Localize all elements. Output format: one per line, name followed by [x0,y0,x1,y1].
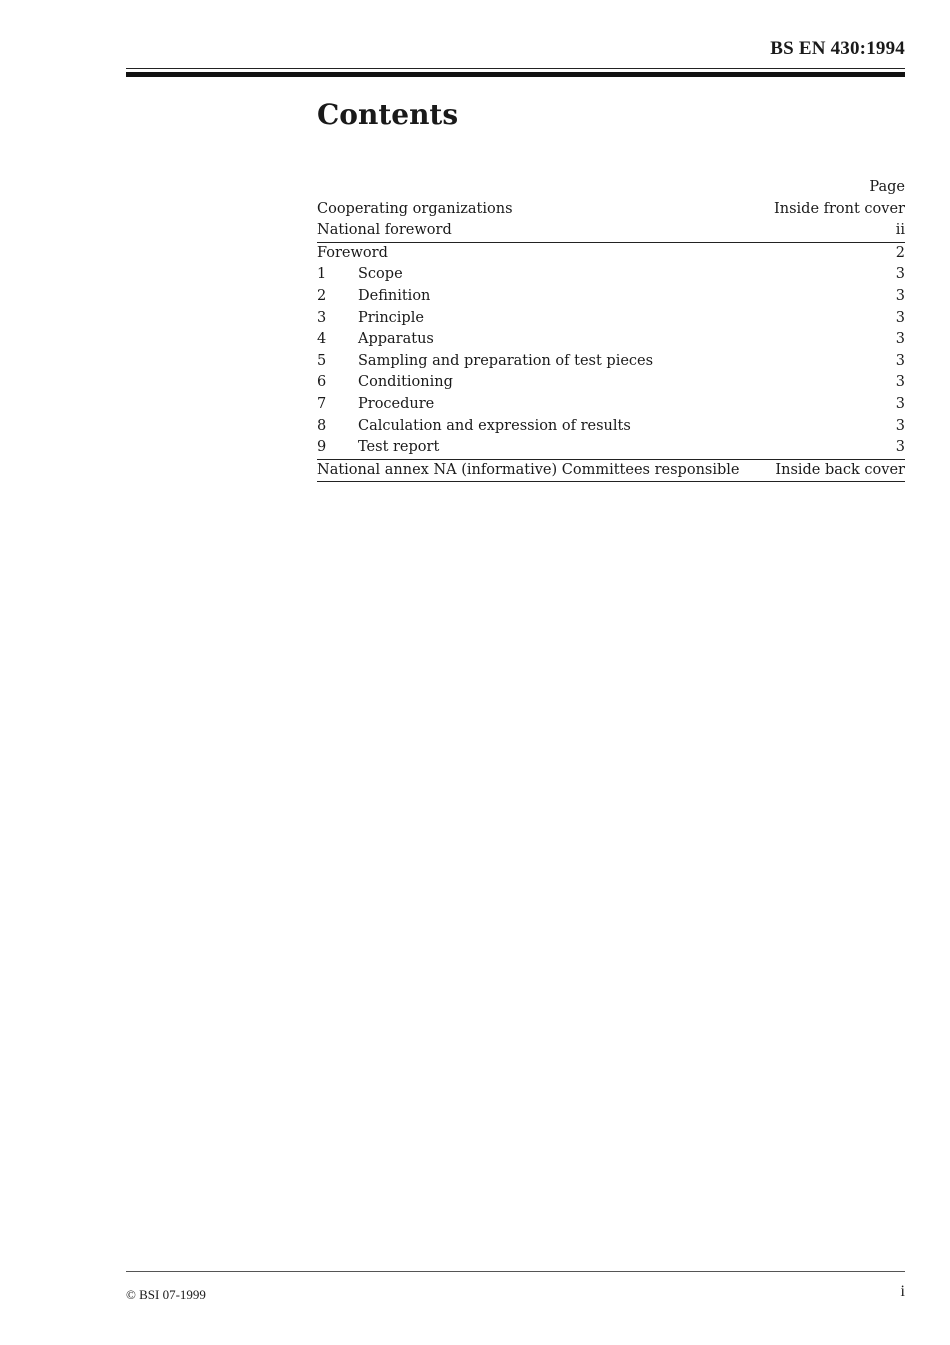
toc-entry-label: Foreword [317,244,388,261]
page-title: Contents [317,98,459,131]
toc-entry [317,460,905,483]
page-number: i [900,1283,905,1300]
toc-entry-page: 3 [895,331,905,348]
toc-entry-page: ii [895,222,905,239]
toc-entry-number: 6 [317,374,327,391]
toc-entry-page: 3 [895,266,905,283]
toc-entry-number: 1 [317,266,327,283]
toc-page-heading-row [317,177,905,199]
toc-entry-label: Definition [358,287,431,304]
toc-entry [317,199,905,221]
toc-entry-label: Conditioning [358,374,453,391]
toc-entry-label: Sampling and preparation of test pieces [358,352,654,369]
toc-entry-label: Apparatus [358,331,434,348]
toc-page-heading: Page [869,179,905,195]
toc-entry [317,308,905,330]
toc-entry-page: Inside front cover [774,200,905,217]
toc-entry [317,372,905,394]
toc-entry-number: 3 [317,309,327,326]
toc-entry-number: 5 [317,352,327,369]
toc-entry [317,243,905,265]
toc-entry-number: 4 [317,331,327,348]
toc-entry [317,416,905,438]
copyright-notice: © BSI 07-1999 [126,1287,206,1302]
toc-entry [317,351,905,373]
header-rule-thick [126,72,905,77]
toc-entry-number: 9 [317,439,327,456]
toc-entry-label: National foreword [317,222,452,239]
toc-entry [317,394,905,416]
toc-entry [317,220,905,243]
toc-entry-page: 3 [895,352,905,369]
toc-entry-label: Calculation and expression of results [358,417,631,434]
footer-rule [126,1271,905,1272]
toc-entry-label: Test report [358,439,440,456]
toc-entry-label: Scope [358,266,403,283]
toc-entry-label: Procedure [358,395,435,412]
toc-entry [317,264,905,286]
toc-entry-page: 3 [895,309,905,326]
toc-entry-label: Cooperating organizations [317,200,513,217]
toc-entry-number: 7 [317,395,327,412]
toc-entry-page: 3 [895,395,905,412]
toc-entry [317,329,905,351]
toc-entry-number: 8 [317,417,327,434]
toc-entry-number: 2 [317,287,327,304]
toc-entry-page: 3 [895,287,905,304]
table-of-contents [317,177,905,482]
toc-entry-page: Inside back cover [775,461,905,478]
toc-entry-label: National annex NA (informative) Committees responsible [317,461,740,478]
toc-entry-page: 2 [895,244,905,261]
toc-entry [317,437,905,460]
toc-entry-page: 3 [895,439,905,456]
toc-entry-page: 3 [895,374,905,391]
toc-entry-page: 3 [895,417,905,434]
toc-entry-label: Principle [358,309,424,326]
document-code: BS EN 430:1994 [770,38,905,59]
header-rule-thin [126,68,905,69]
toc-entry [317,286,905,308]
